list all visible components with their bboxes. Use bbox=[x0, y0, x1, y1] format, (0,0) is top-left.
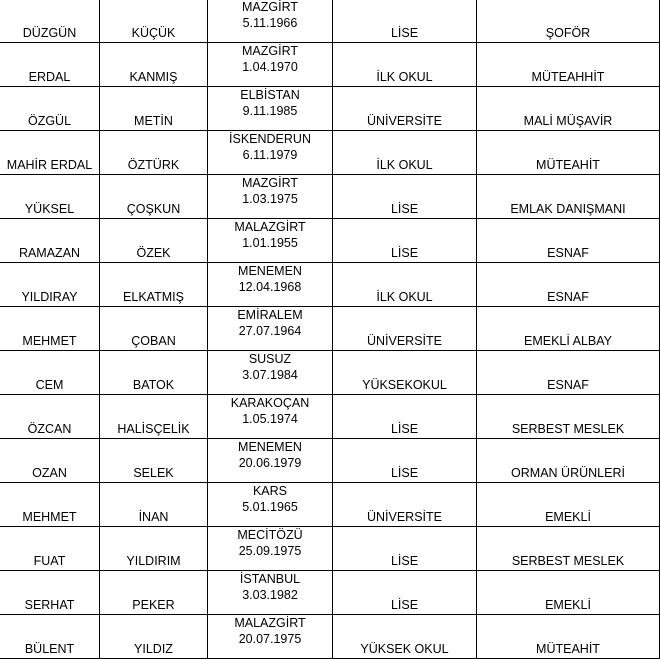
birthdate: 1.03.1975 bbox=[242, 192, 298, 206]
occupation-cell: ESNAF bbox=[477, 263, 660, 307]
first-name-cell: SERHAT bbox=[0, 571, 100, 615]
first-name-cell: YILDIRAY bbox=[0, 263, 100, 307]
education-cell: LİSE bbox=[333, 439, 477, 483]
birthplace: SUSUZ bbox=[248, 352, 292, 366]
first-name-cell: MEHMET bbox=[0, 307, 100, 351]
occupation-cell: EMEKLİ bbox=[477, 571, 660, 615]
education-cell: LİSE bbox=[333, 219, 477, 263]
birthplace: MENEMEN bbox=[238, 264, 302, 278]
occupation-cell: EMLAK DANIŞMANI bbox=[477, 175, 660, 219]
education-cell: ÜNİVERSİTE bbox=[333, 483, 477, 527]
last-name-cell: ÇOBAN bbox=[100, 307, 208, 351]
birthdate: 1.04.1970 bbox=[242, 60, 298, 74]
first-name-cell: MEHMET bbox=[0, 483, 100, 527]
table-row bbox=[0, 219, 660, 263]
birthplace: İSTANBUL bbox=[239, 572, 301, 586]
birth-cell bbox=[208, 395, 333, 439]
occupation-cell: MÜTEAHHİT bbox=[477, 43, 660, 87]
first-name-cell: DÜZGÜN bbox=[0, 0, 100, 43]
education-cell: LİSE bbox=[333, 571, 477, 615]
birth-cell bbox=[208, 0, 333, 43]
last-name-cell: ÖZTÜRK bbox=[100, 131, 208, 175]
last-name-cell: ELKATMIŞ bbox=[100, 263, 208, 307]
first-name-cell: MAHİR ERDAL bbox=[0, 131, 100, 175]
table-row bbox=[0, 571, 660, 615]
birthdate: 3.07.1984 bbox=[242, 368, 298, 382]
birth-cell bbox=[208, 483, 333, 527]
occupation-cell: EMEKLİ ALBAY bbox=[477, 307, 660, 351]
birthdate: 1.01.1955 bbox=[242, 236, 298, 250]
birth-cell bbox=[208, 87, 333, 131]
last-name-cell: KANMIŞ bbox=[100, 43, 208, 87]
last-name-cell: BATOK bbox=[100, 351, 208, 395]
birthdate: 6.11.1979 bbox=[242, 148, 298, 162]
education-cell: LİSE bbox=[333, 175, 477, 219]
table-row bbox=[0, 263, 660, 307]
birth-cell bbox=[208, 351, 333, 395]
last-name-cell: YILDIZ bbox=[100, 615, 208, 659]
first-name-cell: ERDAL bbox=[0, 43, 100, 87]
last-name-cell: PEKER bbox=[100, 571, 208, 615]
birthplace: KARS bbox=[252, 484, 288, 498]
first-name-cell: YÜKSEL bbox=[0, 175, 100, 219]
birthdate: 20.06.1979 bbox=[238, 456, 302, 470]
birthdate: 1.05.1974 bbox=[242, 412, 298, 426]
birth-cell bbox=[208, 307, 333, 351]
education-cell: ÜNİVERSİTE bbox=[333, 307, 477, 351]
education-cell: YÜKSEKOKUL bbox=[333, 351, 477, 395]
occupation-cell: MALİ MÜŞAVİR bbox=[477, 87, 660, 131]
first-name-cell: ÖZCAN bbox=[0, 395, 100, 439]
table-row bbox=[0, 0, 660, 43]
birthdate: 5.11.1966 bbox=[242, 16, 298, 30]
education-cell: ÜNİVERSİTE bbox=[333, 87, 477, 131]
birthdate: 12.04.1968 bbox=[238, 280, 302, 294]
birthplace: KARAKOÇAN bbox=[230, 396, 310, 410]
education-cell: LİSE bbox=[333, 395, 477, 439]
occupation-cell: SERBEST MESLEK bbox=[477, 527, 660, 571]
occupation-cell: ŞOFÖR bbox=[477, 0, 660, 43]
table-row bbox=[0, 527, 660, 571]
birthplace: MAZGİRT bbox=[241, 44, 299, 58]
birthplace: İSKENDERUN bbox=[229, 132, 311, 146]
birthplace: EMİRALEM bbox=[237, 308, 303, 322]
birth-cell bbox=[208, 439, 333, 483]
birth-cell bbox=[208, 43, 333, 87]
first-name-cell: OZAN bbox=[0, 439, 100, 483]
occupation-cell: MÜTEAHİT bbox=[477, 131, 660, 175]
occupation-cell: ESNAF bbox=[477, 351, 660, 395]
last-name-cell: ÖZEK bbox=[100, 219, 208, 263]
birthplace: ELBİSTAN bbox=[240, 88, 300, 102]
birth-cell bbox=[208, 219, 333, 263]
birthplace: MALAZGİRT bbox=[234, 616, 306, 630]
table-row bbox=[0, 395, 660, 439]
birthdate: 9.11.1985 bbox=[242, 104, 298, 118]
birth-cell bbox=[208, 263, 333, 307]
table-row bbox=[0, 307, 660, 351]
table-row bbox=[0, 87, 660, 131]
birthdate: 3.03.1982 bbox=[242, 588, 298, 602]
birth-cell bbox=[208, 175, 333, 219]
birth-cell bbox=[208, 615, 333, 659]
birthdate: 20.07.1975 bbox=[238, 632, 302, 646]
birthdate: 27.07.1964 bbox=[238, 324, 302, 338]
education-cell: YÜKSEK OKUL bbox=[333, 615, 477, 659]
birthplace: MALAZGİRT bbox=[234, 220, 306, 234]
education-cell: LİSE bbox=[333, 527, 477, 571]
birthplace: MENEMEN bbox=[238, 440, 302, 454]
table-row bbox=[0, 131, 660, 175]
birthdate: 25.09.1975 bbox=[238, 544, 302, 558]
birthplace: MAZGİRT bbox=[241, 0, 299, 14]
birthplace: MECİTÖZÜ bbox=[237, 528, 303, 542]
occupation-cell: MÜTEAHİT bbox=[477, 615, 660, 659]
birthplace: MAZGİRT bbox=[241, 176, 299, 190]
education-cell: İLK OKUL bbox=[333, 263, 477, 307]
first-name-cell: ÖZGÜL bbox=[0, 87, 100, 131]
first-name-cell: BÜLENT bbox=[0, 615, 100, 659]
first-name-cell: FUAT bbox=[0, 527, 100, 571]
occupation-cell: SERBEST MESLEK bbox=[477, 395, 660, 439]
occupation-cell: ORMAN ÜRÜNLERİ bbox=[477, 439, 660, 483]
last-name-cell: ÇOŞKUN bbox=[100, 175, 208, 219]
first-name-cell: RAMAZAN bbox=[0, 219, 100, 263]
table-row bbox=[0, 615, 660, 659]
occupation-cell: ESNAF bbox=[477, 219, 660, 263]
first-name-cell: CEM bbox=[0, 351, 100, 395]
birth-cell bbox=[208, 131, 333, 175]
table-row bbox=[0, 43, 660, 87]
table-row bbox=[0, 175, 660, 219]
occupation-cell: EMEKLİ bbox=[477, 483, 660, 527]
last-name-cell: SELEK bbox=[100, 439, 208, 483]
birthdate: 5.01.1965 bbox=[242, 500, 298, 514]
last-name-cell: İNAN bbox=[100, 483, 208, 527]
last-name-cell: KÜÇÜK bbox=[100, 0, 208, 43]
education-cell: LİSE bbox=[333, 0, 477, 43]
last-name-cell: HALİSÇELİK bbox=[100, 395, 208, 439]
education-cell: İLK OKUL bbox=[333, 131, 477, 175]
last-name-cell: METİN bbox=[100, 87, 208, 131]
last-name-cell: YILDIRIM bbox=[100, 527, 208, 571]
education-cell: İLK OKUL bbox=[333, 43, 477, 87]
table-row bbox=[0, 439, 660, 483]
birth-cell bbox=[208, 571, 333, 615]
table-row bbox=[0, 351, 660, 395]
birth-cell bbox=[208, 527, 333, 571]
table-row bbox=[0, 483, 660, 527]
